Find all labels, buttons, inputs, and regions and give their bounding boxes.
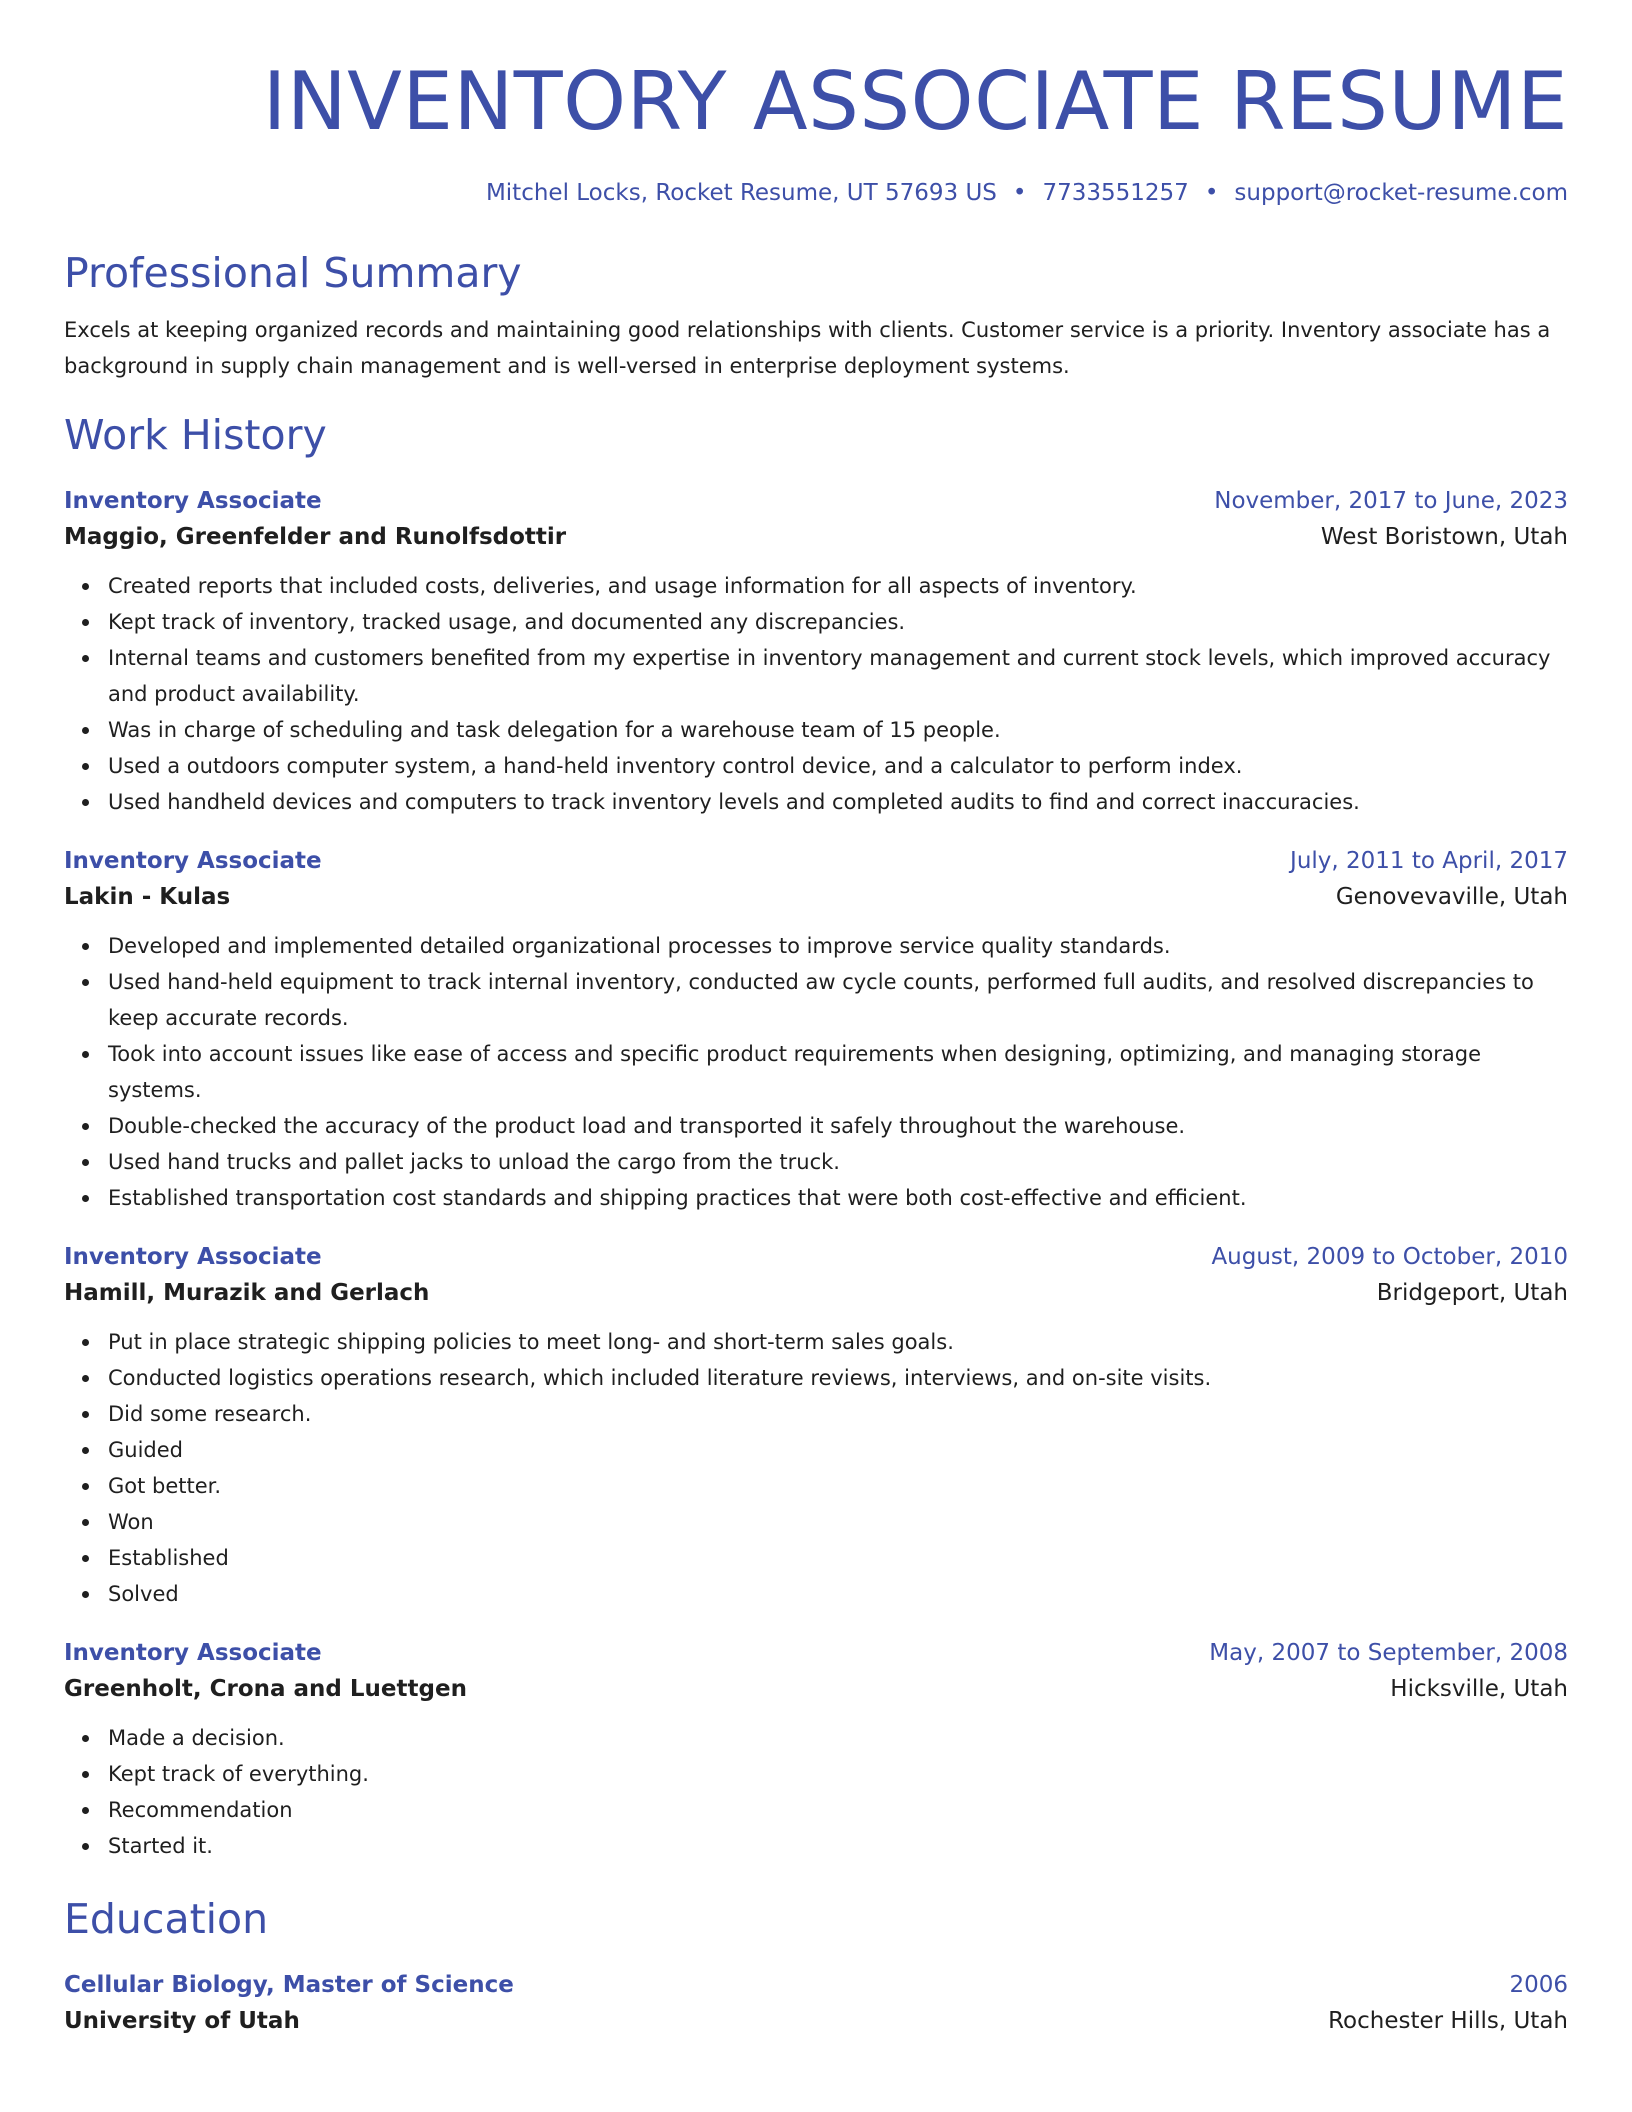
list-item: Established transportation cost standards and shipping practices that were both cost-effective and efficient. bbox=[108, 1180, 1568, 1216]
contact-email: support@rocket-resume.com bbox=[1234, 180, 1568, 206]
job-bullets bbox=[64, 928, 1568, 1216]
job-dates: August, 2009 to October, 2010 bbox=[1211, 1244, 1568, 1270]
list-item: Recommendation bbox=[108, 1792, 1568, 1828]
list-item: Kept track of everything. bbox=[108, 1756, 1568, 1792]
list-item: Got better. bbox=[108, 1468, 1568, 1504]
education-location: Rochester Hills, Utah bbox=[1328, 2008, 1568, 2034]
contact-line bbox=[64, 178, 1568, 208]
job-location: Bridgeport, Utah bbox=[1376, 1280, 1568, 1306]
education-heading: Education bbox=[64, 1895, 269, 1943]
list-item: Made a decision. bbox=[108, 1720, 1568, 1756]
list-item: Double-checked the accuracy of the product load and transported it safely throughout the warehouse. bbox=[108, 1108, 1568, 1144]
job-bullets bbox=[64, 1324, 1568, 1612]
job-company: Maggio, Greenfelder and Runolfsdottir bbox=[64, 524, 567, 550]
job-entry bbox=[64, 844, 1568, 1216]
job-bullets bbox=[64, 568, 1568, 820]
list-item: Solved bbox=[108, 1576, 1568, 1612]
job-company: Lakin - Kulas bbox=[64, 884, 231, 910]
work-history-heading: Work History bbox=[64, 411, 327, 459]
education-school: University of Utah bbox=[64, 2008, 300, 2034]
contact-separator: • bbox=[1204, 180, 1219, 206]
job-title: Inventory Associate bbox=[64, 848, 322, 874]
resume-page bbox=[64, 0, 1568, 2040]
job-company: Hamill, Murazik and Gerlach bbox=[64, 1280, 430, 1306]
list-item: Used a outdoors computer system, a hand-held inventory control device, and a calculator to perform index. bbox=[108, 748, 1568, 784]
job-title: Inventory Associate bbox=[64, 488, 322, 514]
list-item: Won bbox=[108, 1504, 1568, 1540]
job-bullets bbox=[64, 1720, 1568, 1864]
list-item: Conducted logistics operations research, which included literature reviews, interviews, and on-site visits. bbox=[108, 1360, 1568, 1396]
job-dates: July, 2011 to April, 2017 bbox=[1290, 848, 1568, 874]
list-item: Was in charge of scheduling and task delegation for a warehouse team of 15 people. bbox=[108, 712, 1568, 748]
contact-address: Mitchel Locks, Rocket Resume, UT 57693 US bbox=[485, 180, 997, 206]
list-item: Established bbox=[108, 1540, 1568, 1576]
summary-heading: Professional Summary bbox=[64, 249, 522, 297]
contact-phone: 7733551257 bbox=[1042, 180, 1189, 206]
list-item: Used hand-held equipment to track internal inventory, conducted aw cycle counts, performed full audits, and resolved discrepancies to keep accurate records. bbox=[108, 964, 1568, 1036]
list-item: Internal teams and customers benefited from my expertise in inventory management and current stock levels, which improved accuracy and product availability. bbox=[108, 640, 1568, 712]
list-item: Guided bbox=[108, 1432, 1568, 1468]
job-entry bbox=[64, 1636, 1568, 1864]
job-entry bbox=[64, 484, 1568, 820]
list-item: Used handheld devices and computers to track inventory levels and completed audits to find and correct inaccuracies. bbox=[108, 784, 1568, 820]
job-location: Genovevaville, Utah bbox=[1335, 884, 1568, 910]
list-item: Started it. bbox=[108, 1828, 1568, 1864]
list-item: Created reports that included costs, deliveries, and usage information for all aspects of inventory. bbox=[108, 568, 1568, 604]
job-dates: November, 2017 to June, 2023 bbox=[1214, 488, 1568, 514]
education-degree: Cellular Biology, Master of Science bbox=[64, 1972, 514, 1998]
list-item: Developed and implemented detailed organizational processes to improve service quality standards. bbox=[108, 928, 1568, 964]
job-title: Inventory Associate bbox=[64, 1244, 322, 1270]
job-title: Inventory Associate bbox=[64, 1640, 322, 1666]
page-title: INVENTORY ASSOCIATE RESUME bbox=[262, 55, 1568, 148]
list-item: Kept track of inventory, tracked usage, and documented any discrepancies. bbox=[108, 604, 1568, 640]
education-entry bbox=[64, 1968, 1568, 2040]
job-entry bbox=[64, 1240, 1568, 1612]
education-year: 2006 bbox=[1509, 1972, 1568, 1998]
job-company: Greenholt, Crona and Luettgen bbox=[64, 1676, 467, 1702]
list-item: Put in place strategic shipping policies to meet long- and short-term sales goals. bbox=[108, 1324, 1568, 1360]
job-location: Hicksville, Utah bbox=[1390, 1676, 1568, 1702]
list-item: Did some research. bbox=[108, 1396, 1568, 1432]
job-dates: May, 2007 to September, 2008 bbox=[1209, 1640, 1568, 1666]
summary-text: Excels at keeping organized records and maintaining good relationships with clients. Customer service is a priority. Inventory associate has a background in supply chain management and is well-versed in enterprise deployment systems. bbox=[64, 318, 1551, 378]
job-location: West Boristown, Utah bbox=[1320, 524, 1568, 550]
list-item: Used hand trucks and pallet jacks to unload the cargo from the truck. bbox=[108, 1144, 1568, 1180]
contact-separator: • bbox=[1012, 180, 1027, 206]
list-item: Took into account issues like ease of access and specific product requirements when designing, optimizing, and managing storage systems. bbox=[108, 1036, 1568, 1108]
